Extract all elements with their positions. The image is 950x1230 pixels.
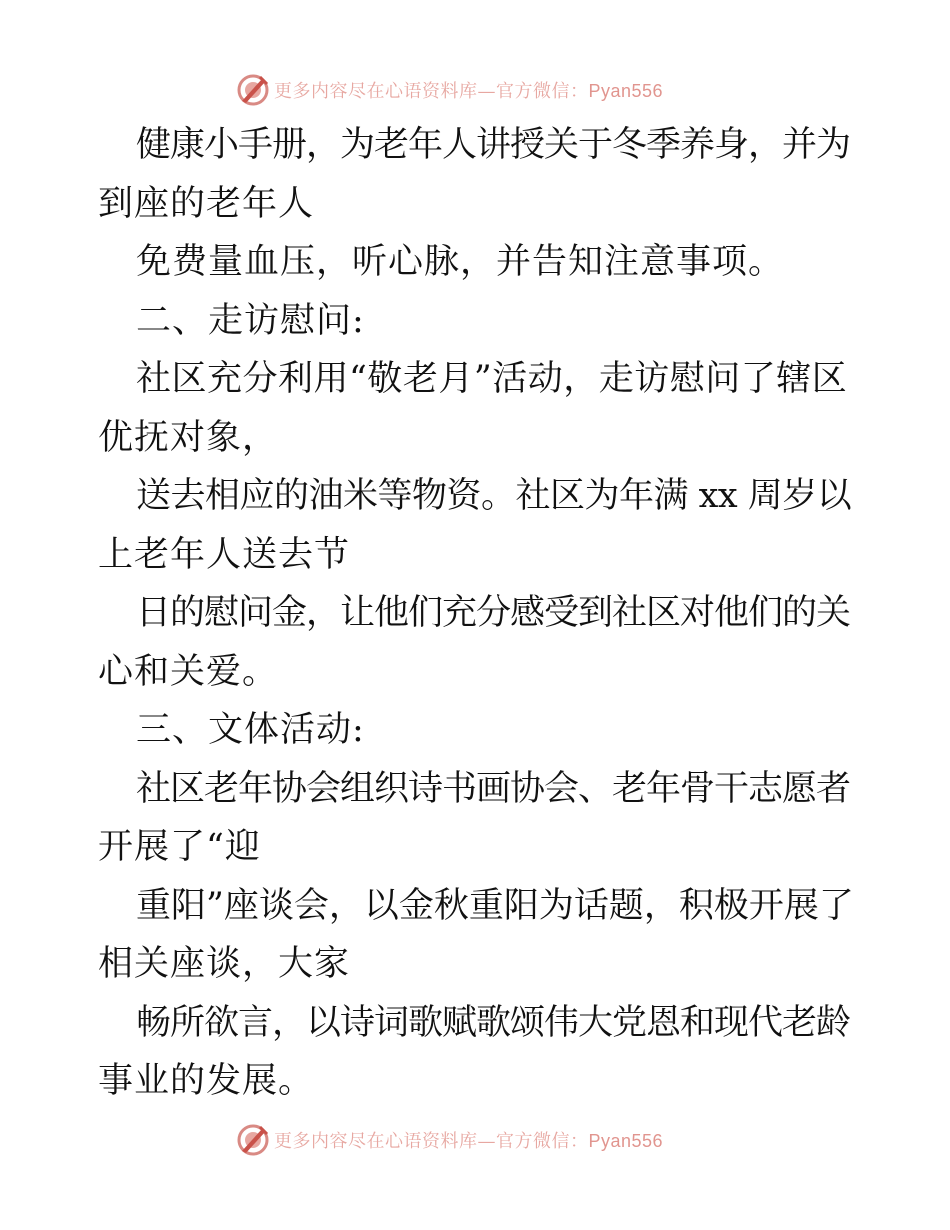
text-line: 相关座谈，大家 [98, 944, 351, 984]
text-line: 优抚对象， [98, 417, 279, 458]
text-line: 社区老年协会组织诗书画协会、老年骨干志愿者 [136, 768, 851, 809]
text-line: 健康小手册，为老年人讲授关于冬季养身，并为 [136, 125, 851, 165]
watermark-handle: Pyan556 [588, 1131, 664, 1151]
watermark-main: 更多内容尽在心语资料库—官方微信： [274, 1131, 589, 1152]
footer-watermark [236, 1122, 663, 1158]
watermark-text [274, 77, 663, 103]
text-line: 重阳”座谈会，以金秋重阳为话题，积极开展了 [136, 885, 854, 926]
watermark-main: 更多内容尽在心语资料库—官方微信： [274, 81, 589, 102]
text-line: 日的慰问金，让他们充分感受到社区对他们的关 [136, 593, 851, 633]
watermark-text [274, 1127, 663, 1153]
text-line: 畅所欲言，以诗词歌赋歌颂伟大党恩和现代老龄 [136, 1002, 851, 1043]
text-line: 送去相应的油米等物资。社区为年满 xx 周岁以 [136, 476, 852, 516]
quill-logo-icon [236, 1123, 270, 1157]
watermark-handle: Pyan556 [588, 81, 664, 101]
section-heading: 三、文体活动: [136, 710, 365, 750]
document-body [98, 116, 854, 1111]
header-watermark [236, 72, 663, 108]
text-line: 上老年人送去节 [98, 534, 351, 575]
section-heading: 二、走访慰问: [136, 300, 365, 341]
quill-logo-icon [236, 73, 270, 107]
text-line: 事业的发展。 [98, 1061, 315, 1101]
text-line: 到座的老年人 [98, 183, 315, 224]
text-line: 开展了“迎 [98, 827, 261, 867]
text-line: 社区充分利用“敬老月”活动，走访慰问了辖区 [136, 359, 848, 399]
text-line: 免费量血压，听心脉，并告知注意事项。 [136, 242, 785, 282]
text-line: 心和关爱。 [98, 651, 279, 692]
